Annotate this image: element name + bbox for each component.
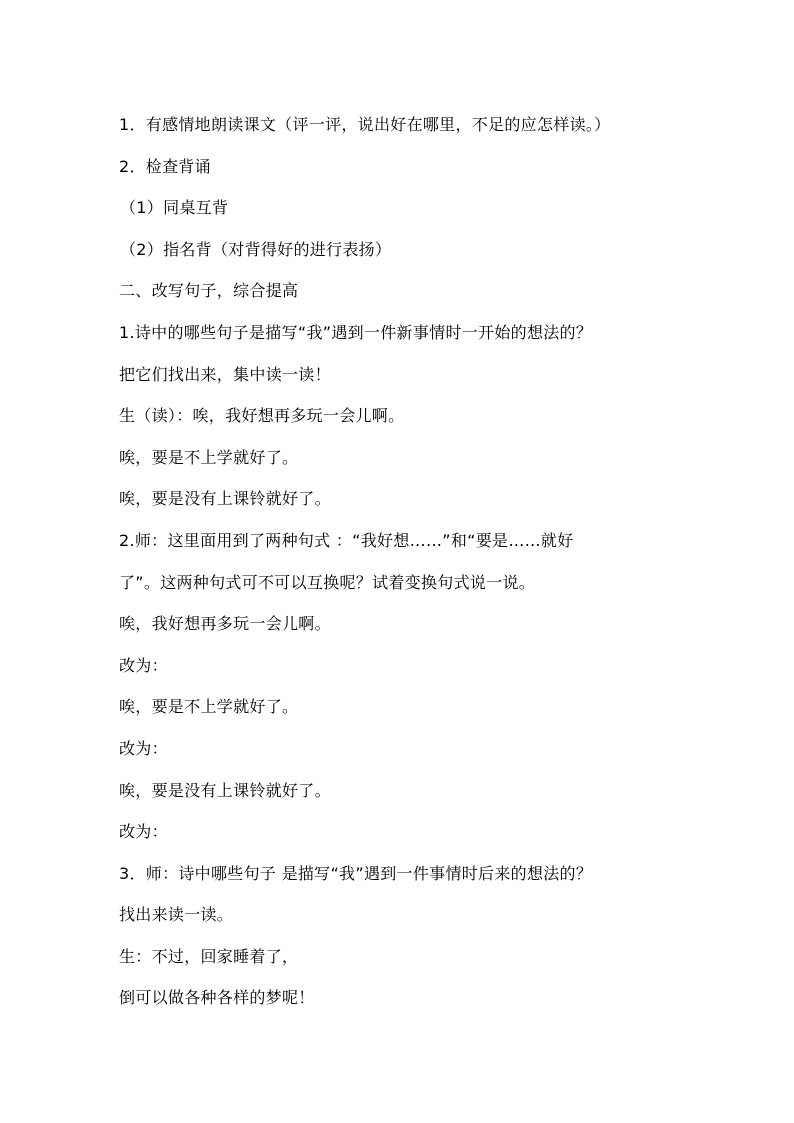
rewrite-label-3: 改为： bbox=[119, 822, 168, 842]
section-heading-rewrite: 二、改写句子，综合提高 bbox=[119, 281, 299, 301]
student-reading: 生（读）：唉，我好想再多玩一会儿啊。 bbox=[119, 406, 405, 426]
item-1-read-aloud: 1．有感情地朗读课文（评一评，说出好在哪里，不足的应怎样读。） bbox=[119, 115, 611, 134]
sentence-no-bell: 唉，要是没有上课铃就好了。 bbox=[119, 489, 331, 509]
question-3-continued: 找出来读一读。 bbox=[119, 905, 234, 925]
example-sentence-1: 唉，我好想再多玩一会儿啊。 bbox=[119, 614, 331, 634]
student-answer-continued: 倒可以做各种各样的梦呢！ bbox=[119, 988, 315, 1008]
question-1-continued: 把它们找出来，集中读一读！ bbox=[119, 364, 331, 384]
document-body bbox=[119, 104, 679, 1019]
sentence-no-school: 唉，要是不上学就好了。 bbox=[119, 447, 299, 467]
question-3: 3．师：诗中哪些句子 是描写“我”遇到一件事情时后来的想法的？ bbox=[119, 863, 593, 883]
item-2-check-recitation: 2．检查背诵 bbox=[119, 156, 211, 176]
rewrite-label-1: 改为： bbox=[119, 655, 168, 675]
student-answer: 生：不过，回家睡着了， bbox=[119, 946, 299, 966]
sub-item-desk-mates: （1）同桌互背 bbox=[120, 198, 229, 218]
sub-item-named-recitation: （2）指名背（对背得好的进行表扬） bbox=[120, 239, 392, 259]
question-1: 1.诗中的哪些句子是描写“我”遇到一件新事情时一开始的想法的？ bbox=[119, 322, 593, 342]
example-sentence-2: 唉，要是不上学就好了。 bbox=[119, 697, 299, 717]
question-2: 2.师：这里面用到了两种句式 ：“我好想……”和“要是……就好 bbox=[119, 530, 574, 550]
rewrite-label-2: 改为： bbox=[119, 738, 168, 758]
question-2-continued: 了”。这两种句式可不可以互换呢？试着变换句式说一说。 bbox=[119, 572, 536, 592]
example-sentence-3: 唉，要是没有上课铃就好了。 bbox=[119, 780, 331, 800]
